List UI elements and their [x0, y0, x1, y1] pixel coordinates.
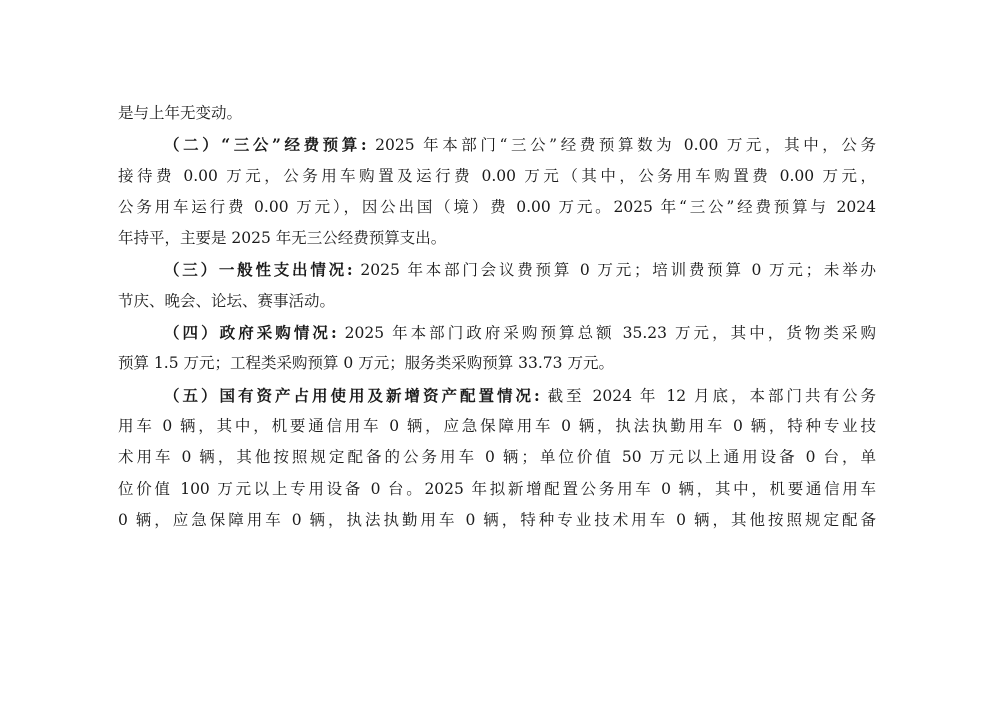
paragraph-text: 年持平，主要是 2025 年无三公经费预算支出。 [118, 229, 447, 248]
paragraph-text: 接待费 0.00 万元，公务用车购置及运行费 0.00 万元（其中，公务用车购置费 0.00 万元， [118, 166, 876, 185]
continuation-text: 是与上年无变动。 [118, 104, 243, 122]
paragraph-text: 2025 年本部门政府采购预算总额 35.23 万元，其中，货物类采购 [336, 324, 876, 343]
state-assets-paragraph-line-4 [118, 474, 876, 505]
section-heading-state-assets: （五）国有资产占用使用及新增资产配置情况: [164, 385, 540, 405]
paragraph-text: 用车 0 辆，其中，机要通信用车 0 辆，应急保障用车 0 辆，执法执勤用车 0 辆，特种专业技 [118, 416, 876, 435]
state-assets-paragraph-line-2 [118, 411, 876, 442]
paragraph-continuation-line [118, 98, 876, 129]
paragraph-text: 术用车 0 辆，其他按照规定配备的公务用车 0 辆；单位价值 50 万元以上通用设备 0 台，单 [118, 448, 876, 467]
section-heading-general-expenses: （三）一般性支出情况: [164, 260, 353, 280]
three-public-expenses-paragraph-line-4 [118, 223, 876, 254]
paragraph-text: 预算 1.5 万元；工程类采购预算 0 万元；服务类采购预算 33.73 万元。 [118, 354, 614, 373]
paragraph-text: 位价值 100 万元以上专用设备 0 台。2025 年拟新增配置公务用车 0 辆，其中，机要通信用车 [118, 479, 876, 498]
government-procurement-paragraph-line-1 [118, 317, 876, 348]
three-public-expenses-paragraph-line-3 [118, 192, 876, 223]
state-assets-paragraph-line-3 [118, 442, 876, 473]
state-assets-paragraph-line-1 [118, 380, 876, 411]
paragraph-text: 0 辆，应急保障用车 0 辆，执法执勤用车 0 辆，特种专业技术用车 0 辆，其他按照规定配备 [118, 510, 876, 529]
paragraph-text: 截至 2024 年 12 月底，本部门共有公务 [539, 386, 876, 405]
government-procurement-paragraph-line-2 [118, 348, 876, 379]
paragraph-text: 公务用车运行费 0.00 万元），因公出国（境）费 0.00 万元。2025 年“三公”经费预算与 2024 [118, 197, 876, 216]
general-expenses-paragraph-line-1 [118, 254, 876, 285]
paragraph-text: 2025 年本部门“三公”经费预算数为 0.00 万元，其中，公务 [366, 136, 876, 155]
three-public-expenses-paragraph-line-1 [118, 129, 876, 160]
three-public-expenses-paragraph-line-2 [118, 161, 876, 192]
paragraph-text: 2025 年本部门会议费预算 0 万元；培训费预算 0 万元；未举办 [352, 261, 877, 280]
document-body [118, 98, 876, 536]
paragraph-text: 节庆、晚会、论坛、赛事活动。 [118, 291, 336, 310]
section-heading-government-procurement: （四）政府采购情况: [164, 323, 337, 343]
general-expenses-paragraph-line-2 [118, 286, 876, 317]
state-assets-paragraph-line-5 [118, 505, 876, 536]
section-heading-three-public-expenses: （二）“三公”经费预算: [164, 135, 367, 155]
